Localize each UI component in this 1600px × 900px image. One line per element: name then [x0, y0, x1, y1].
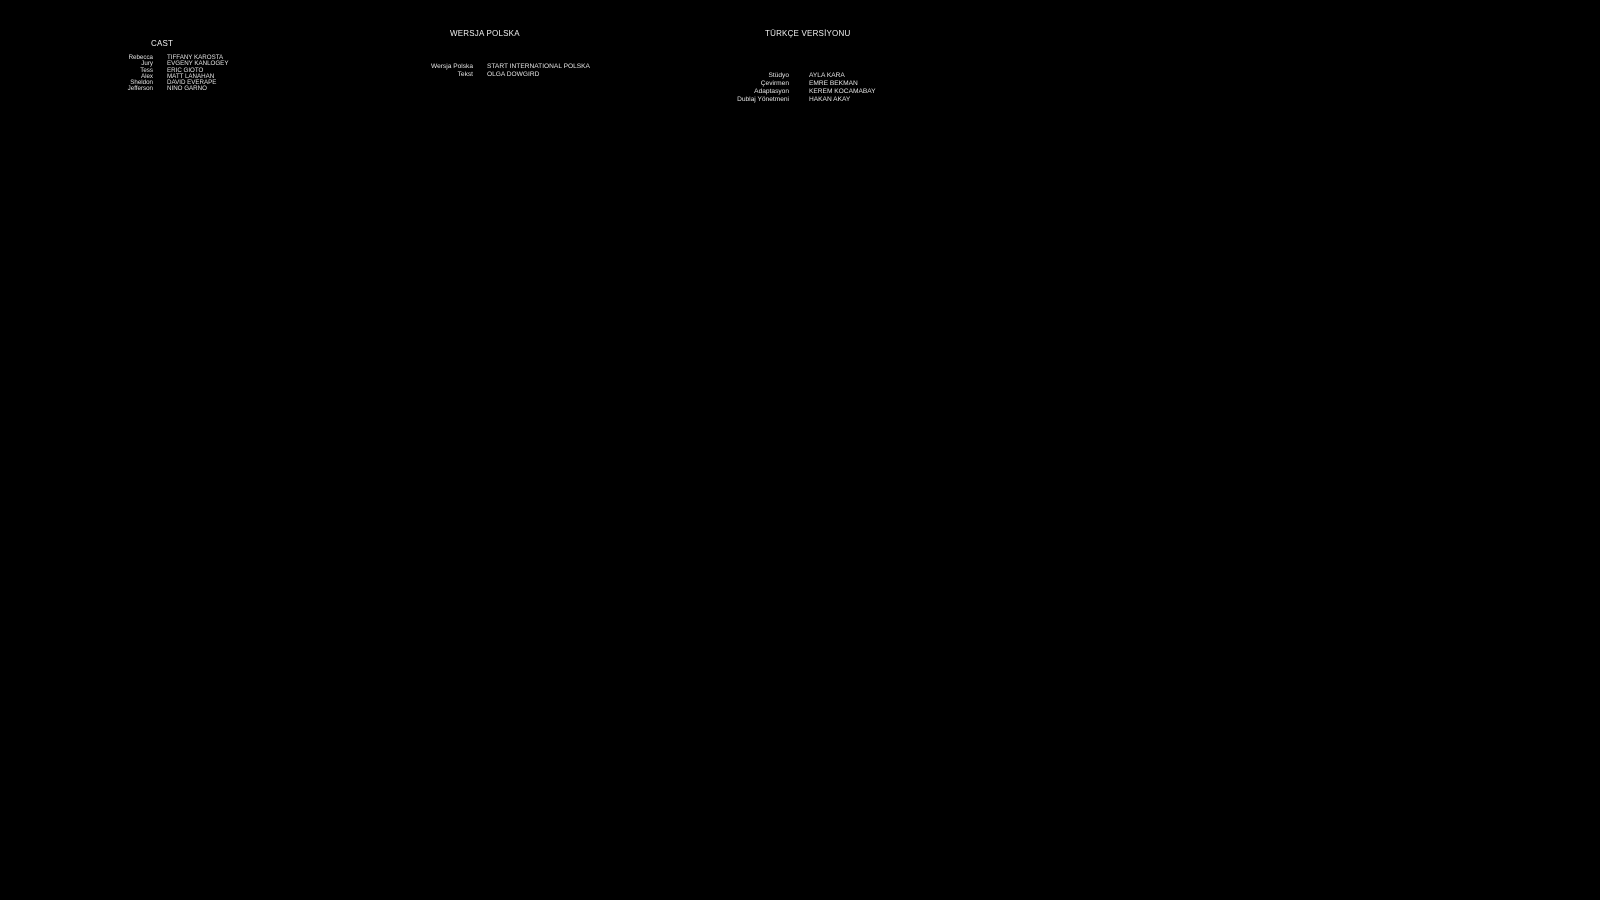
cast-name: DAVID EVERAPE — [167, 79, 217, 87]
turkish-name: HAKAN AKAY — [809, 96, 851, 103]
polish-version-credits — [400, 28, 600, 78]
polish-name: OLGA DOWGIRD — [487, 71, 540, 78]
cast-name: ERIC GIOTO — [167, 66, 204, 74]
cast-role: Alex — [140, 72, 153, 80]
turkish-name: EMRE BEKMAN — [809, 80, 858, 87]
turkish-role: Stüdyo — [768, 72, 789, 79]
polish-role: Wersja Polska — [430, 63, 473, 70]
turkish-role: Adaptasyon — [754, 88, 789, 95]
cast-name: MATT LANAHAN — [167, 72, 215, 80]
cast-credits — [100, 38, 260, 98]
turkish-role: Çevirmen — [760, 80, 789, 87]
cast-role: Sheldon — [130, 79, 153, 87]
turkish-names — [809, 72, 879, 104]
cast-role: Jury — [141, 60, 153, 68]
cast-title: CAST — [151, 39, 174, 48]
turkish-role: Dublaj Yönetmeni — [737, 96, 789, 103]
polish-names — [487, 63, 597, 79]
cast-name: EVGENY KANLOGEY — [167, 60, 229, 68]
cast-names — [167, 55, 267, 93]
cast-role: Tess — [140, 66, 153, 74]
turkish-roles — [720, 72, 789, 104]
polish-name: START INTERNATIONAL POLSKA — [487, 63, 590, 70]
polish-title: WERSJA POLSKA — [450, 29, 520, 38]
polish-role: Tekst — [457, 71, 473, 78]
turkish-name: AYLA KARA — [809, 72, 845, 79]
cast-name: TIFFANY KAROSTA — [167, 54, 224, 61]
cast-roles — [100, 55, 153, 93]
turkish-name: KEREM KOCAMABAY — [809, 88, 876, 95]
turkish-version-credits — [720, 28, 876, 108]
polish-roles — [400, 63, 473, 79]
cast-role: Rebecca — [128, 54, 153, 61]
turkish-title: TÜRKÇE VERSİYONU — [765, 29, 851, 38]
cast-role: Jefferson — [127, 85, 153, 93]
cast-name: NINO GARNO — [167, 85, 207, 93]
